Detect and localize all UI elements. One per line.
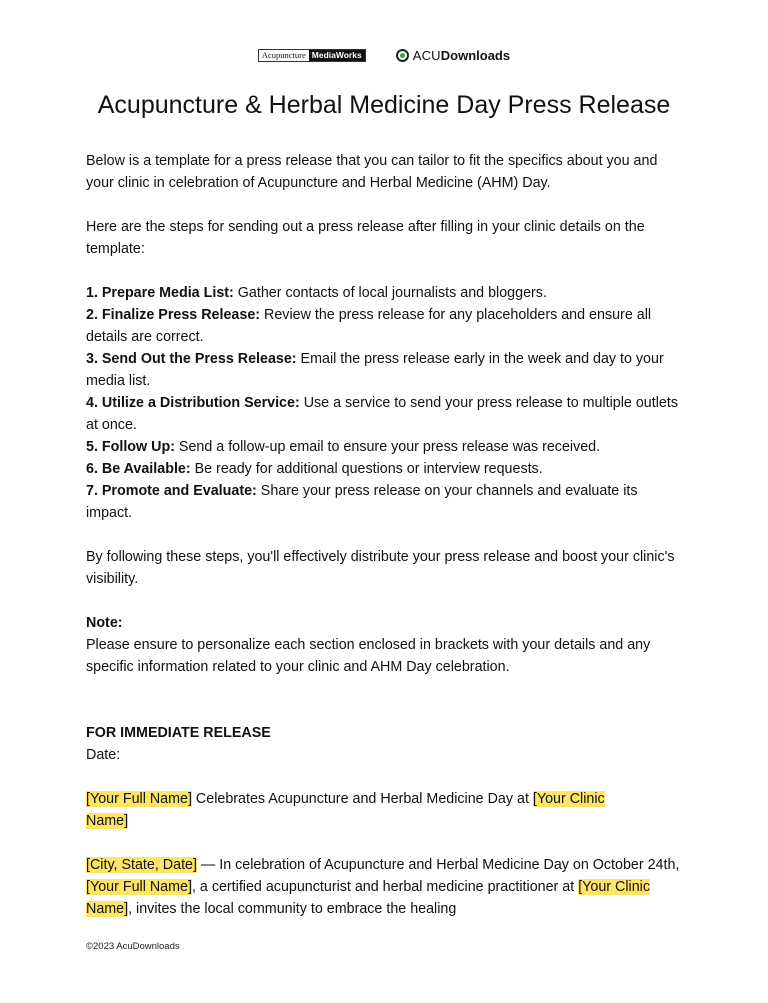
step-text: Share your press release on your channels and evaluate its impact. <box>86 483 638 521</box>
step-item <box>86 480 686 524</box>
conclusion-paragraph: By following these steps, you'll effectively distribute your press release and boost your clinic's visibility. <box>86 549 675 587</box>
step-label: 6. Be Available: <box>86 461 191 477</box>
placeholder-clinic-name: [Your Clinic Name] <box>86 879 650 917</box>
step-item <box>86 458 686 480</box>
placeholder-clinic-name-cont: Name] <box>86 813 129 829</box>
logo-text-acupuncture: Acupuncture <box>259 50 309 61</box>
acupuncture-mediaworks-logo <box>258 49 366 62</box>
step-text: Be ready for additional questions or interview requests. <box>190 461 543 477</box>
note-text: Please ensure to personalize each section enclosed in brackets with your details and any specific information related to your clinic and AHM Day celebration. <box>86 637 651 675</box>
acudownloads-logo <box>396 48 510 63</box>
step-label: 4. Utilize a Distribution Service: <box>86 395 300 411</box>
step-text: Review the press release for any placeholders and ensure all details are correct. <box>86 307 652 345</box>
step-label: 5. Follow Up: <box>86 439 175 455</box>
header-logos <box>0 44 768 66</box>
placeholder-full-name: [Your Full Name] <box>86 791 192 807</box>
page-title: Acupuncture & Herbal Medicine Day Press Release <box>97 91 671 119</box>
placeholder-city-state-date: [City, State, Date] <box>86 857 197 873</box>
footer-copyright: ©2023 AcuDownloads <box>86 941 180 952</box>
acudownloads-wordmark: ACUDownloads <box>412 47 511 63</box>
step-label: 3. Send Out the Press Release: <box>86 351 297 367</box>
placeholder-clinic-name: [Your Clinic <box>532 791 605 807</box>
placeholder-full-name: [Your Full Name] <box>86 879 192 895</box>
intro-paragraph: Below is a template for a press release that you can tailor to fit the specifics about you and your clinic in celebration of Acupuncture and Herbal Medicine (AHM) Day. <box>86 153 658 191</box>
step-item <box>86 348 686 392</box>
step-text: Send a follow-up email to ensure your press release was received. <box>174 439 601 455</box>
release-headline: [Your Full Name] Celebrates Acupuncture and Herbal Medicine Day at [Your Clinic Name] <box>86 791 605 829</box>
step-item <box>86 282 686 304</box>
step-text: Use a service to send your press release to multiple outlets at once. <box>86 395 678 433</box>
release-body: [City, State, Date] — In celebration of Acupuncture and Herbal Medicine Day on October 24th, [Your Full Name], a certified acupuncturist and herbal medicine practitioner at [Your Clinic Name], invites the local community to embrace the healing <box>86 857 680 917</box>
step-text: Gather contacts of local journalists and bloggers. <box>233 285 547 301</box>
logo-text-mediaworks: MediaWorks <box>309 50 365 61</box>
step-item <box>86 436 686 458</box>
step-label: 1. Prepare Media List: <box>86 285 234 301</box>
step-item <box>86 392 686 436</box>
release-date: Date: <box>86 747 121 763</box>
step-label: 2. Finalize Press Release: <box>86 307 261 323</box>
steps-list <box>86 282 686 524</box>
steps-intro: Here are the steps for sending out a press release after filling in your clinic details on the template: <box>86 219 645 257</box>
release-label: FOR IMMEDIATE RELEASE <box>86 725 271 741</box>
step-item <box>86 304 686 348</box>
document-body <box>86 150 686 920</box>
step-label: 7. Promote and Evaluate: <box>86 483 257 499</box>
acudownloads-mark-icon <box>396 49 409 62</box>
step-text: Email the press release early in the week and day to your media list. <box>86 351 664 389</box>
note-heading: Note: <box>86 615 123 631</box>
